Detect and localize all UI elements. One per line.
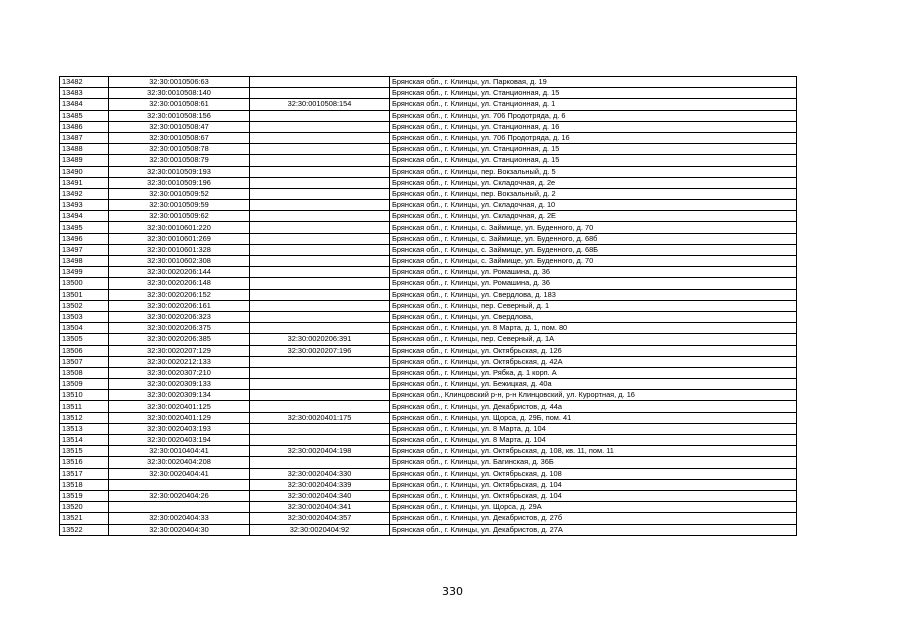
table-row — [60, 524, 797, 535]
address-cell: Брянская обл., г. Клинцы, ул. Станционная, д. 15 — [390, 155, 797, 166]
cadastral-number-cell: 32:30:0020401:125 — [109, 401, 250, 412]
row-number-cell: 13513 — [60, 423, 109, 434]
table-row — [60, 513, 797, 524]
table-row — [60, 132, 797, 143]
cadastral-number-cell: 32:30:0010602:308 — [109, 256, 250, 267]
address-cell: Брянская обл., г. Клинцы, ул. 706 Продотряда, д. 16 — [390, 132, 797, 143]
row-number-cell: 13482 — [60, 77, 109, 88]
related-cadastral-number-cell — [250, 233, 390, 244]
address-cell: Брянская обл., г. Клинцы, ул. Свердлова, — [390, 311, 797, 322]
cadastral-number-cell: 32:30:0020206:144 — [109, 267, 250, 278]
table-row — [60, 99, 797, 110]
address-cell: Брянская обл., г. Клинцы, с. Займище, ул. Буденного, д. 70 — [390, 256, 797, 267]
related-cadastral-number-cell — [250, 244, 390, 255]
table-row — [60, 155, 797, 166]
related-cadastral-number-cell — [250, 423, 390, 434]
related-cadastral-number-cell — [250, 356, 390, 367]
address-cell: Брянская обл., г. Клинцы, ул. Станционная, д. 1 — [390, 99, 797, 110]
address-cell: Брянская обл., г. Клинцы, ул. 8 Марта, д. 1, пом. 80 — [390, 323, 797, 334]
table-row — [60, 188, 797, 199]
cadastral-number-cell: 32:30:0010601:220 — [109, 222, 250, 233]
row-number-cell: 13512 — [60, 412, 109, 423]
row-number-cell: 13490 — [60, 166, 109, 177]
address-cell: Брянская обл., г. Клинцы, ул. Бежицкая, д. 40а — [390, 379, 797, 390]
related-cadastral-number-cell — [250, 188, 390, 199]
cadastral-number-cell: 32:30:0010508:61 — [109, 99, 250, 110]
table-row — [60, 334, 797, 345]
related-cadastral-number-cell — [250, 435, 390, 446]
row-number-cell: 13492 — [60, 188, 109, 199]
table-row — [60, 379, 797, 390]
row-number-cell: 13510 — [60, 390, 109, 401]
cadastral-number-cell: 32:30:0020206:152 — [109, 289, 250, 300]
cadastral-number-cell: 32:30:0020207:129 — [109, 345, 250, 356]
cadastral-number-cell — [109, 479, 250, 490]
row-number-cell: 13495 — [60, 222, 109, 233]
related-cadastral-number-cell — [250, 401, 390, 412]
cadastral-number-cell — [109, 502, 250, 513]
table-row — [60, 401, 797, 412]
row-number-cell: 13515 — [60, 446, 109, 457]
cadastral-number-cell: 32:30:0020404:30 — [109, 524, 250, 535]
address-cell: Брянская обл., Клинцовский р-н, р-н Клинцовский, ул. Курортная, д. 16 — [390, 390, 797, 401]
related-cadastral-number-cell: 32:30:0020404:339 — [250, 479, 390, 490]
related-cadastral-number-cell: 32:30:0020404:357 — [250, 513, 390, 524]
address-cell: Брянская обл., г. Клинцы, ул. Складочная, д. 10 — [390, 200, 797, 211]
related-cadastral-number-cell — [250, 367, 390, 378]
address-cell: Брянская обл., г. Клинцы, ул. 8 Марта, д. 104 — [390, 423, 797, 434]
address-cell: Брянская обл., г. Клинцы, пер. Вокзальный, д. 2 — [390, 188, 797, 199]
row-number-cell: 13500 — [60, 278, 109, 289]
row-number-cell: 13506 — [60, 345, 109, 356]
table-row — [60, 390, 797, 401]
address-cell: Брянская обл., г. Клинцы, ул. Рябка, д. 1 корп. А — [390, 367, 797, 378]
related-cadastral-number-cell — [250, 300, 390, 311]
address-cell: Брянская обл., г. Клинцы, ул. Складочная, д. 2Е — [390, 211, 797, 222]
address-cell: Брянская обл., г. Клинцы, ул. Октябрьская, д. 42А — [390, 356, 797, 367]
address-cell: Брянская обл., г. Клинцы, ул. Декабристов, д. 27А — [390, 524, 797, 535]
related-cadastral-number-cell — [250, 166, 390, 177]
cadastral-number-cell: 32:30:0020206:148 — [109, 278, 250, 289]
row-number-cell: 13496 — [60, 233, 109, 244]
address-cell: Брянская обл., г. Клинцы, ул. Декабристов, д. 44а — [390, 401, 797, 412]
table-row — [60, 367, 797, 378]
row-number-cell: 13519 — [60, 490, 109, 501]
row-number-cell: 13505 — [60, 334, 109, 345]
cadastral-number-cell: 32:30:0010509:52 — [109, 188, 250, 199]
cadastral-number-cell: 32:30:0010508:140 — [109, 88, 250, 99]
related-cadastral-number-cell — [250, 267, 390, 278]
address-cell: Брянская обл., г. Клинцы, ул. Ромашина, д. 36 — [390, 267, 797, 278]
address-cell: Брянская обл., г. Клинцы, ул. Октябрьская, д. 104 — [390, 479, 797, 490]
cadastral-number-cell: 32:30:0020403:193 — [109, 423, 250, 434]
table-row — [60, 222, 797, 233]
address-cell: Брянская обл., г. Клинцы, пер. Северный, д. 1 — [390, 300, 797, 311]
row-number-cell: 13507 — [60, 356, 109, 367]
table-row — [60, 166, 797, 177]
related-cadastral-number-cell — [250, 311, 390, 322]
row-number-cell: 13520 — [60, 502, 109, 513]
address-cell: Брянская обл., г. Клинцы, ул. Станционная, д. 16 — [390, 121, 797, 132]
cadastral-number-cell: 32:30:0020212:133 — [109, 356, 250, 367]
related-cadastral-number-cell — [250, 289, 390, 300]
row-number-cell: 13501 — [60, 289, 109, 300]
address-cell: Брянская обл., г. Клинцы, ул. Октябрьская, д. 104 — [390, 490, 797, 501]
related-cadastral-number-cell — [250, 390, 390, 401]
address-cell: Брянская обл., г. Клинцы, с. Займище, ул. Буденного, д. 68б — [390, 233, 797, 244]
related-cadastral-number-cell — [250, 256, 390, 267]
cadastral-number-cell: 32:30:0010508:79 — [109, 155, 250, 166]
related-cadastral-number-cell — [250, 278, 390, 289]
cadastral-number-cell: 32:30:0010601:328 — [109, 244, 250, 255]
row-number-cell: 13493 — [60, 200, 109, 211]
related-cadastral-number-cell: 32:30:0020207:196 — [250, 345, 390, 356]
related-cadastral-number-cell — [250, 211, 390, 222]
related-cadastral-number-cell: 32:30:0020401:175 — [250, 412, 390, 423]
related-cadastral-number-cell: 32:30:0020404:198 — [250, 446, 390, 457]
table-row — [60, 479, 797, 490]
related-cadastral-number-cell — [250, 88, 390, 99]
row-number-cell: 13514 — [60, 435, 109, 446]
related-cadastral-number-cell — [250, 457, 390, 468]
address-cell: Брянская обл., г. Клинцы, пер. Северный, д. 1А — [390, 334, 797, 345]
row-number-cell: 13498 — [60, 256, 109, 267]
table-row — [60, 289, 797, 300]
table-row — [60, 121, 797, 132]
cadastral-number-cell: 32:30:0010506:63 — [109, 77, 250, 88]
table-row — [60, 200, 797, 211]
row-number-cell: 13499 — [60, 267, 109, 278]
related-cadastral-number-cell: 32:30:0020404:340 — [250, 490, 390, 501]
address-cell: Брянская обл., г. Клинцы, ул. Свердлова, д. 183 — [390, 289, 797, 300]
address-cell: Брянская обл., г. Клинцы, ул. Складочная, д. 2е — [390, 177, 797, 188]
row-number-cell: 13503 — [60, 311, 109, 322]
cadastral-number-cell: 32:30:0020309:133 — [109, 379, 250, 390]
address-cell: Брянская обл., г. Клинцы, ул. Октябрьская, д. 108 — [390, 468, 797, 479]
table-row — [60, 77, 797, 88]
row-number-cell: 13516 — [60, 457, 109, 468]
row-number-cell: 13521 — [60, 513, 109, 524]
row-number-cell: 13491 — [60, 177, 109, 188]
table-row — [60, 267, 797, 278]
row-number-cell: 13504 — [60, 323, 109, 334]
cadastral-number-cell: 32:30:0020206:323 — [109, 311, 250, 322]
row-number-cell: 13517 — [60, 468, 109, 479]
table-row — [60, 356, 797, 367]
address-cell: Брянская обл., г. Клинцы, с. Займище, ул. Буденного, д. 70 — [390, 222, 797, 233]
registry-table — [59, 76, 797, 536]
table-row — [60, 457, 797, 468]
cadastral-number-cell: 32:30:0020206:161 — [109, 300, 250, 311]
related-cadastral-number-cell — [250, 379, 390, 390]
address-cell: Брянская обл., г. Клинцы, ул. 706 Продотряда, д. 6 — [390, 110, 797, 121]
address-cell: Брянская обл., г. Клинцы, ул. Декабристов, д. 27б — [390, 513, 797, 524]
address-cell: Брянская обл., г. Клинцы, ул. Октябрьская, д. 108, кв. 11, пом. 11 — [390, 446, 797, 457]
related-cadastral-number-cell — [250, 144, 390, 155]
cadastral-number-cell: 32:30:0010509:59 — [109, 200, 250, 211]
related-cadastral-number-cell: 32:30:0020404:341 — [250, 502, 390, 513]
row-number-cell: 13488 — [60, 144, 109, 155]
cadastral-number-cell: 32:30:0010509:196 — [109, 177, 250, 188]
cadastral-number-cell: 32:30:0020404:33 — [109, 513, 250, 524]
table-row — [60, 323, 797, 334]
table-row — [60, 144, 797, 155]
address-cell: Брянская обл., г. Клинцы, ул. Станционная, д. 15 — [390, 144, 797, 155]
table-row — [60, 244, 797, 255]
registry-table-body — [60, 77, 797, 536]
cadastral-number-cell: 32:30:0020403:194 — [109, 435, 250, 446]
cadastral-number-cell: 32:30:0020307:210 — [109, 367, 250, 378]
table-row — [60, 177, 797, 188]
related-cadastral-number-cell — [250, 222, 390, 233]
row-number-cell: 13484 — [60, 99, 109, 110]
table-row — [60, 300, 797, 311]
related-cadastral-number-cell — [250, 155, 390, 166]
cadastral-number-cell: 32:30:0010601:269 — [109, 233, 250, 244]
cadastral-number-cell: 32:30:0010508:67 — [109, 132, 250, 143]
address-cell: Брянская обл., г. Клинцы, ул. Багинская, д. 36Б — [390, 457, 797, 468]
related-cadastral-number-cell: 32:30:0020206:391 — [250, 334, 390, 345]
related-cadastral-number-cell: 32:30:0020404:92 — [250, 524, 390, 535]
row-number-cell: 13509 — [60, 379, 109, 390]
row-number-cell: 13489 — [60, 155, 109, 166]
address-cell: Брянская обл., г. Клинцы, ул. 8 Марта, д. 104 — [390, 435, 797, 446]
related-cadastral-number-cell — [250, 323, 390, 334]
row-number-cell: 13487 — [60, 132, 109, 143]
cadastral-number-cell: 32:30:0010508:78 — [109, 144, 250, 155]
cadastral-number-cell: 32:30:0010404:41 — [109, 446, 250, 457]
related-cadastral-number-cell — [250, 200, 390, 211]
address-cell: Брянская обл., г. Клинцы, ул. Щорса, д. 29Б, пом. 41 — [390, 412, 797, 423]
related-cadastral-number-cell — [250, 177, 390, 188]
address-cell: Брянская обл., г. Клинцы, ул. Щорса, д. 29А — [390, 502, 797, 513]
table-row — [60, 345, 797, 356]
address-cell: Брянская обл., г. Клинцы, ул. Октябрьская, д. 126 — [390, 345, 797, 356]
related-cadastral-number-cell: 32:30:0020404:330 — [250, 468, 390, 479]
cadastral-number-cell: 32:30:0010508:156 — [109, 110, 250, 121]
table-row — [60, 446, 797, 457]
table-row — [60, 468, 797, 479]
related-cadastral-number-cell — [250, 110, 390, 121]
cadastral-number-cell: 32:30:0020404:208 — [109, 457, 250, 468]
related-cadastral-number-cell — [250, 132, 390, 143]
table-row — [60, 435, 797, 446]
address-cell: Брянская обл., г. Клинцы, ул. Ромашина, д. 36 — [390, 278, 797, 289]
row-number-cell: 13502 — [60, 300, 109, 311]
row-number-cell: 13486 — [60, 121, 109, 132]
row-number-cell: 13518 — [60, 479, 109, 490]
table-row — [60, 211, 797, 222]
cadastral-number-cell: 32:30:0020404:41 — [109, 468, 250, 479]
table-row — [60, 502, 797, 513]
table-row — [60, 110, 797, 121]
address-cell: Брянская обл., г. Клинцы, ул. Парковая, д. 19 — [390, 77, 797, 88]
cadastral-number-cell: 32:30:0020206:375 — [109, 323, 250, 334]
row-number-cell: 13508 — [60, 367, 109, 378]
address-cell: Брянская обл., г. Клинцы, с. Займище, ул. Буденного, д. 68Б — [390, 244, 797, 255]
related-cadastral-number-cell — [250, 77, 390, 88]
table-row — [60, 278, 797, 289]
table-row — [60, 423, 797, 434]
row-number-cell: 13483 — [60, 88, 109, 99]
address-cell: Брянская обл., г. Клинцы, ул. Станционная, д. 15 — [390, 88, 797, 99]
address-cell: Брянская обл., г. Клинцы, пер. Вокзальный, д. 5 — [390, 166, 797, 177]
row-number-cell: 13522 — [60, 524, 109, 535]
table-row — [60, 88, 797, 99]
table-row — [60, 490, 797, 501]
cadastral-number-cell: 32:30:0010509:62 — [109, 211, 250, 222]
row-number-cell: 13485 — [60, 110, 109, 121]
related-cadastral-number-cell — [250, 121, 390, 132]
cadastral-number-cell: 32:30:0010508:47 — [109, 121, 250, 132]
cadastral-number-cell: 32:30:0020309:134 — [109, 390, 250, 401]
table-row — [60, 412, 797, 423]
related-cadastral-number-cell: 32:30:0010508:154 — [250, 99, 390, 110]
cadastral-number-cell: 32:30:0020404:26 — [109, 490, 250, 501]
table-row — [60, 256, 797, 267]
cadastral-number-cell: 32:30:0020206:385 — [109, 334, 250, 345]
table-row — [60, 233, 797, 244]
table-row — [60, 311, 797, 322]
row-number-cell: 13494 — [60, 211, 109, 222]
cadastral-number-cell: 32:30:0020401:129 — [109, 412, 250, 423]
row-number-cell: 13511 — [60, 401, 109, 412]
cadastral-number-cell: 32:30:0010509:193 — [109, 166, 250, 177]
row-number-cell: 13497 — [60, 244, 109, 255]
page-number: 330 — [442, 585, 463, 598]
